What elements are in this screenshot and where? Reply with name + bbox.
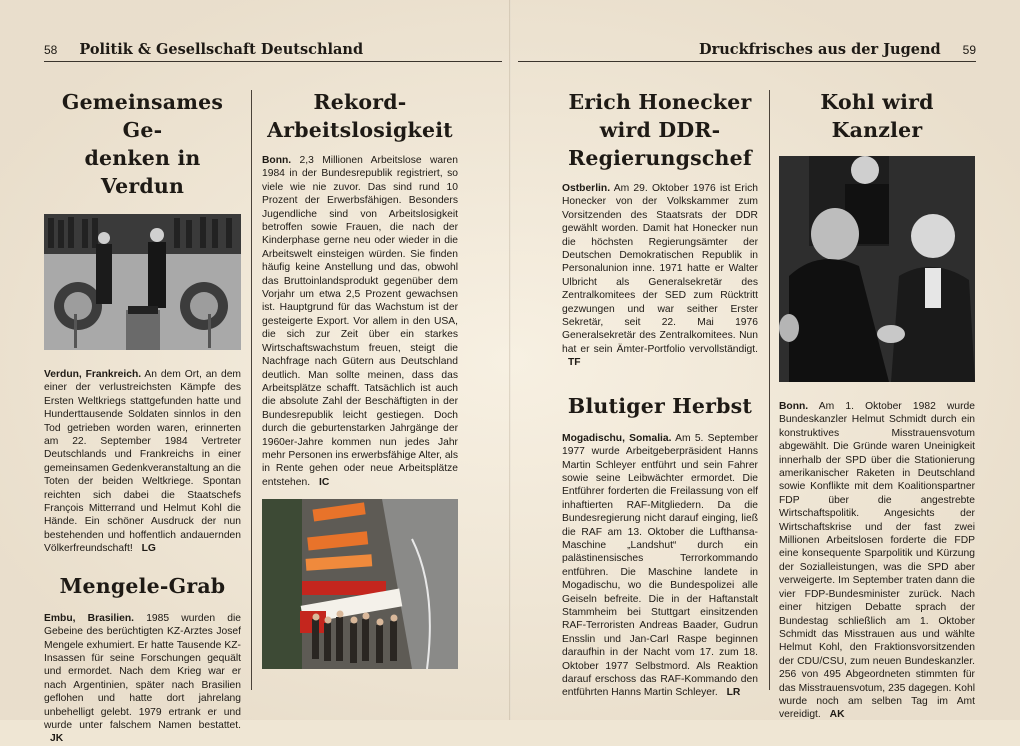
demonstration-photo [262, 499, 458, 669]
article-title: Mengele-Grab [59, 573, 226, 598]
article-title [562, 88, 758, 172]
section-title-right: Druckfrisches aus der Jugend [699, 41, 941, 58]
title-line: Gemeinsames Ge- [61, 90, 224, 142]
article-body [262, 154, 458, 489]
kohl-schmidt-photo-image [779, 156, 975, 382]
article-title: Blutiger Herbst [567, 393, 753, 418]
article-verdun [44, 88, 241, 746]
article-location: Mogadischu, Somalia. [562, 432, 672, 444]
author-initials: AK [829, 709, 845, 721]
author-initials: JK [50, 733, 64, 745]
title-line: denken in Verdun [84, 146, 201, 198]
author-initials: IC [318, 476, 330, 488]
title-line: Erich Honecker [568, 90, 752, 114]
title-line: wird DDR- [599, 118, 721, 142]
article-kohl [779, 88, 975, 722]
column-divider [769, 90, 770, 690]
verdun-photo-image [44, 214, 241, 350]
kohl-schmidt-photo [779, 156, 975, 382]
article-location: Ostberlin. [562, 183, 611, 194]
article-location: Bonn. [262, 155, 292, 166]
author-initials: TF [568, 357, 581, 369]
article-body [44, 612, 241, 746]
article-body [562, 432, 758, 700]
page-number-left: 58 [44, 42, 58, 57]
article-text: 2,3 Millionen Arbeitslose waren 1984 in der Bundesrepublik registriert, so viele wie nie zuvor. Das sind rund 10 Prozent der Erwerbsfähigen. Besonders Jugendliche sind von Arbeitslosigkeit betroffen sowie Frauen, die nach der Kinderphase gerne neu oder wieder in die Arbeitswelt einsteigen würden. Sie finden häufig keine Anstellung und das, obwohl das Bruttoinlandsprodukt gegenüber dem Vorjahr um etwa 2,5 Prozent gewachsen ist. Hauptgrund für das Wachstum ist der gesteigerte Export. Vor allem in den USA, die sich zur Zeit über ein starkes Wirtschaftswachstum freuen, steigt die Nachfrage nach Gütern aus Deutschland deutlich. Man sollte meinen, dass das Arbeitsplätze schafft. Tatsächlich ist auch die absolute Zahl der Beschäftigten in der Bundesrepublik leicht gestiegen. Doch durch die geburtenstarken Jahrgänge der 1960er-Jahre kommen nun jedes Jahr mehr Personen ins erwerbsfähige Alter, als in Rente gehen oder neue Arbeitsplätze entstehen. [262, 155, 458, 488]
demonstration-photo-image [262, 499, 458, 669]
article-text: Am 1. Oktober 1982 wurde Bundeskanzler Helmut Schmidt durch ein konstruktives Misstrauensvotum abgewählt. Die Gründe waren Uneinigkeit innerhalb der SPD über die Stationierung amerikanischer Raketen in Deutschland sowie Konflikte mit dem Koalitionspartner FDP über die angestrebte Wirtschaftspolitik. Angesichts der Wirtschaftskrise und der fast zwei Millionen Arbeitslosen forderte die FDP eine konsequente Sparpolitik und Kürzung der Sozialleistungen, was die SPD aber verweigerte. Im September traten dann die vier FDP-Bundesminister zurück. Nach einer hitzigen Debatte sprach der Bundestag schließlich am 1. Oktober Schmidt das Misstrauen aus und wählte Helmut Kohl, den Fraktionsvorsitzenden der CDU/CSU, zum neuen Bundeskanzler. 256 von 495 Abgeordneten stimmten für das Misstrauensvotum, 235 dagegen. Kohl wurde noch am selben Tag im Amt vereidigt. [779, 401, 975, 721]
article-title [262, 88, 458, 144]
section-title-left: Politik & Gesellschaft Deutschland [79, 41, 364, 58]
article-body [44, 368, 241, 556]
left-page-header [44, 38, 502, 62]
right-page-header [518, 38, 976, 62]
page-gutter [509, 0, 511, 720]
article-text: 1985 wurden die Gebeine des berüchtigten KZ-Arztes Josef Mengele exhumiert. Er hatte Tausende KZ-Insassen für seine Forschungen gequält und ermordet. Nach dem Krieg war er nach Argentinien, später nach Brasilien geflohen und hatte dort jahrelang unbehelligt gelebt. 1979 ertrank er und wurde unter falschem Namen bestattet. [44, 612, 241, 731]
article-title: Kohl wird Kanzler [820, 90, 934, 142]
article-location: Embu, Brasilien. [44, 612, 135, 624]
column-divider [251, 90, 252, 690]
article-arbeitslosigkeit [262, 88, 458, 669]
article-location: Bonn. [779, 401, 809, 412]
article-body [562, 182, 758, 370]
author-initials: LG [141, 543, 156, 555]
article-honecker [562, 88, 758, 700]
article-title [44, 88, 241, 200]
author-initials: LR [726, 687, 741, 699]
article-text: Am 5. September 1977 wurde Arbeitgeberpräsident Hanns Martin Schleyer entführt und sein Fahrer sowie seine Leibwächter ermordet. Die Entführer forderten die Freilassung von elf inhaftierten RAF-Mitgliedern. Da die Bundesregierung nicht darauf einging, ließ die RAF am 13. Oktober die Lufthansa-Maschine „Landshut“ durch ein palästinensisches Terrorkommando entführen. Die Maschine landete in Mogadischu, wo die Bundespolizei alle Geiseln befreite. Die in der Haftanstalt Stammheim bei Stuttgart einsitzenden RAF-Terroristen Andreas Baader, Gudrun Ensslin und Jan-Carl Raspe beginnen daraufhin in der Nacht vom 17. zum 18. Oktober 1977 Selbstmord. Als Reaktion darauf erschoss das RAF-Kommando den entführten Hanns Martin Schleyer. [562, 432, 758, 699]
article-location: Verdun, Frankreich. [44, 369, 142, 380]
article-text: An dem Ort, an dem einer der verlustreichsten Kämpfe des Ersten Weltkriegs stattgefunden hatte und Hunderttausende Soldaten sinnlos in den Tod getrieben worden waren, erinnerten am 22. September 1984 Vertreter Deutschlands und Frankreichs in einer gemeinsamen Gedenkveranstaltung an die Toten der beiden Weltkriege. Spontan reichten sich dabei die Staatschefs François Mitterrand und Helmut Kohl die Hände. Ein schöner Ausdruck der nun bestehenden und hoffentlich andauernden Völkerfreundschaft! [44, 369, 242, 555]
verdun-photo [44, 214, 241, 350]
title-line: Rekord- [313, 90, 407, 114]
title-line: Arbeitslosigkeit [267, 118, 453, 142]
article-text: Am 29. Oktober 1976 ist Erich Honecker von der Volkskammer zum Vorsitzenden des Staatsrats der DDR gewählt worden. Damit hat Honecker nun die höchsten Regierungsämter der Deutschen Demokratischen Republik in Personalunion inne. 1971 hatte er Walter Ulbricht als Generalsekretär des Zentralkomitees der SED zum Rücktritt gezwungen und war seither Erster Sekretär, seit 22. Mai 1976 Generalsekretär des Zentralkomitees. Nun hat er sein Ämter-Portfolio vervollständigt. [562, 183, 759, 355]
article-body [779, 400, 975, 722]
title-line: Regierungschef [568, 146, 752, 170]
page-number-right: 59 [962, 42, 976, 57]
